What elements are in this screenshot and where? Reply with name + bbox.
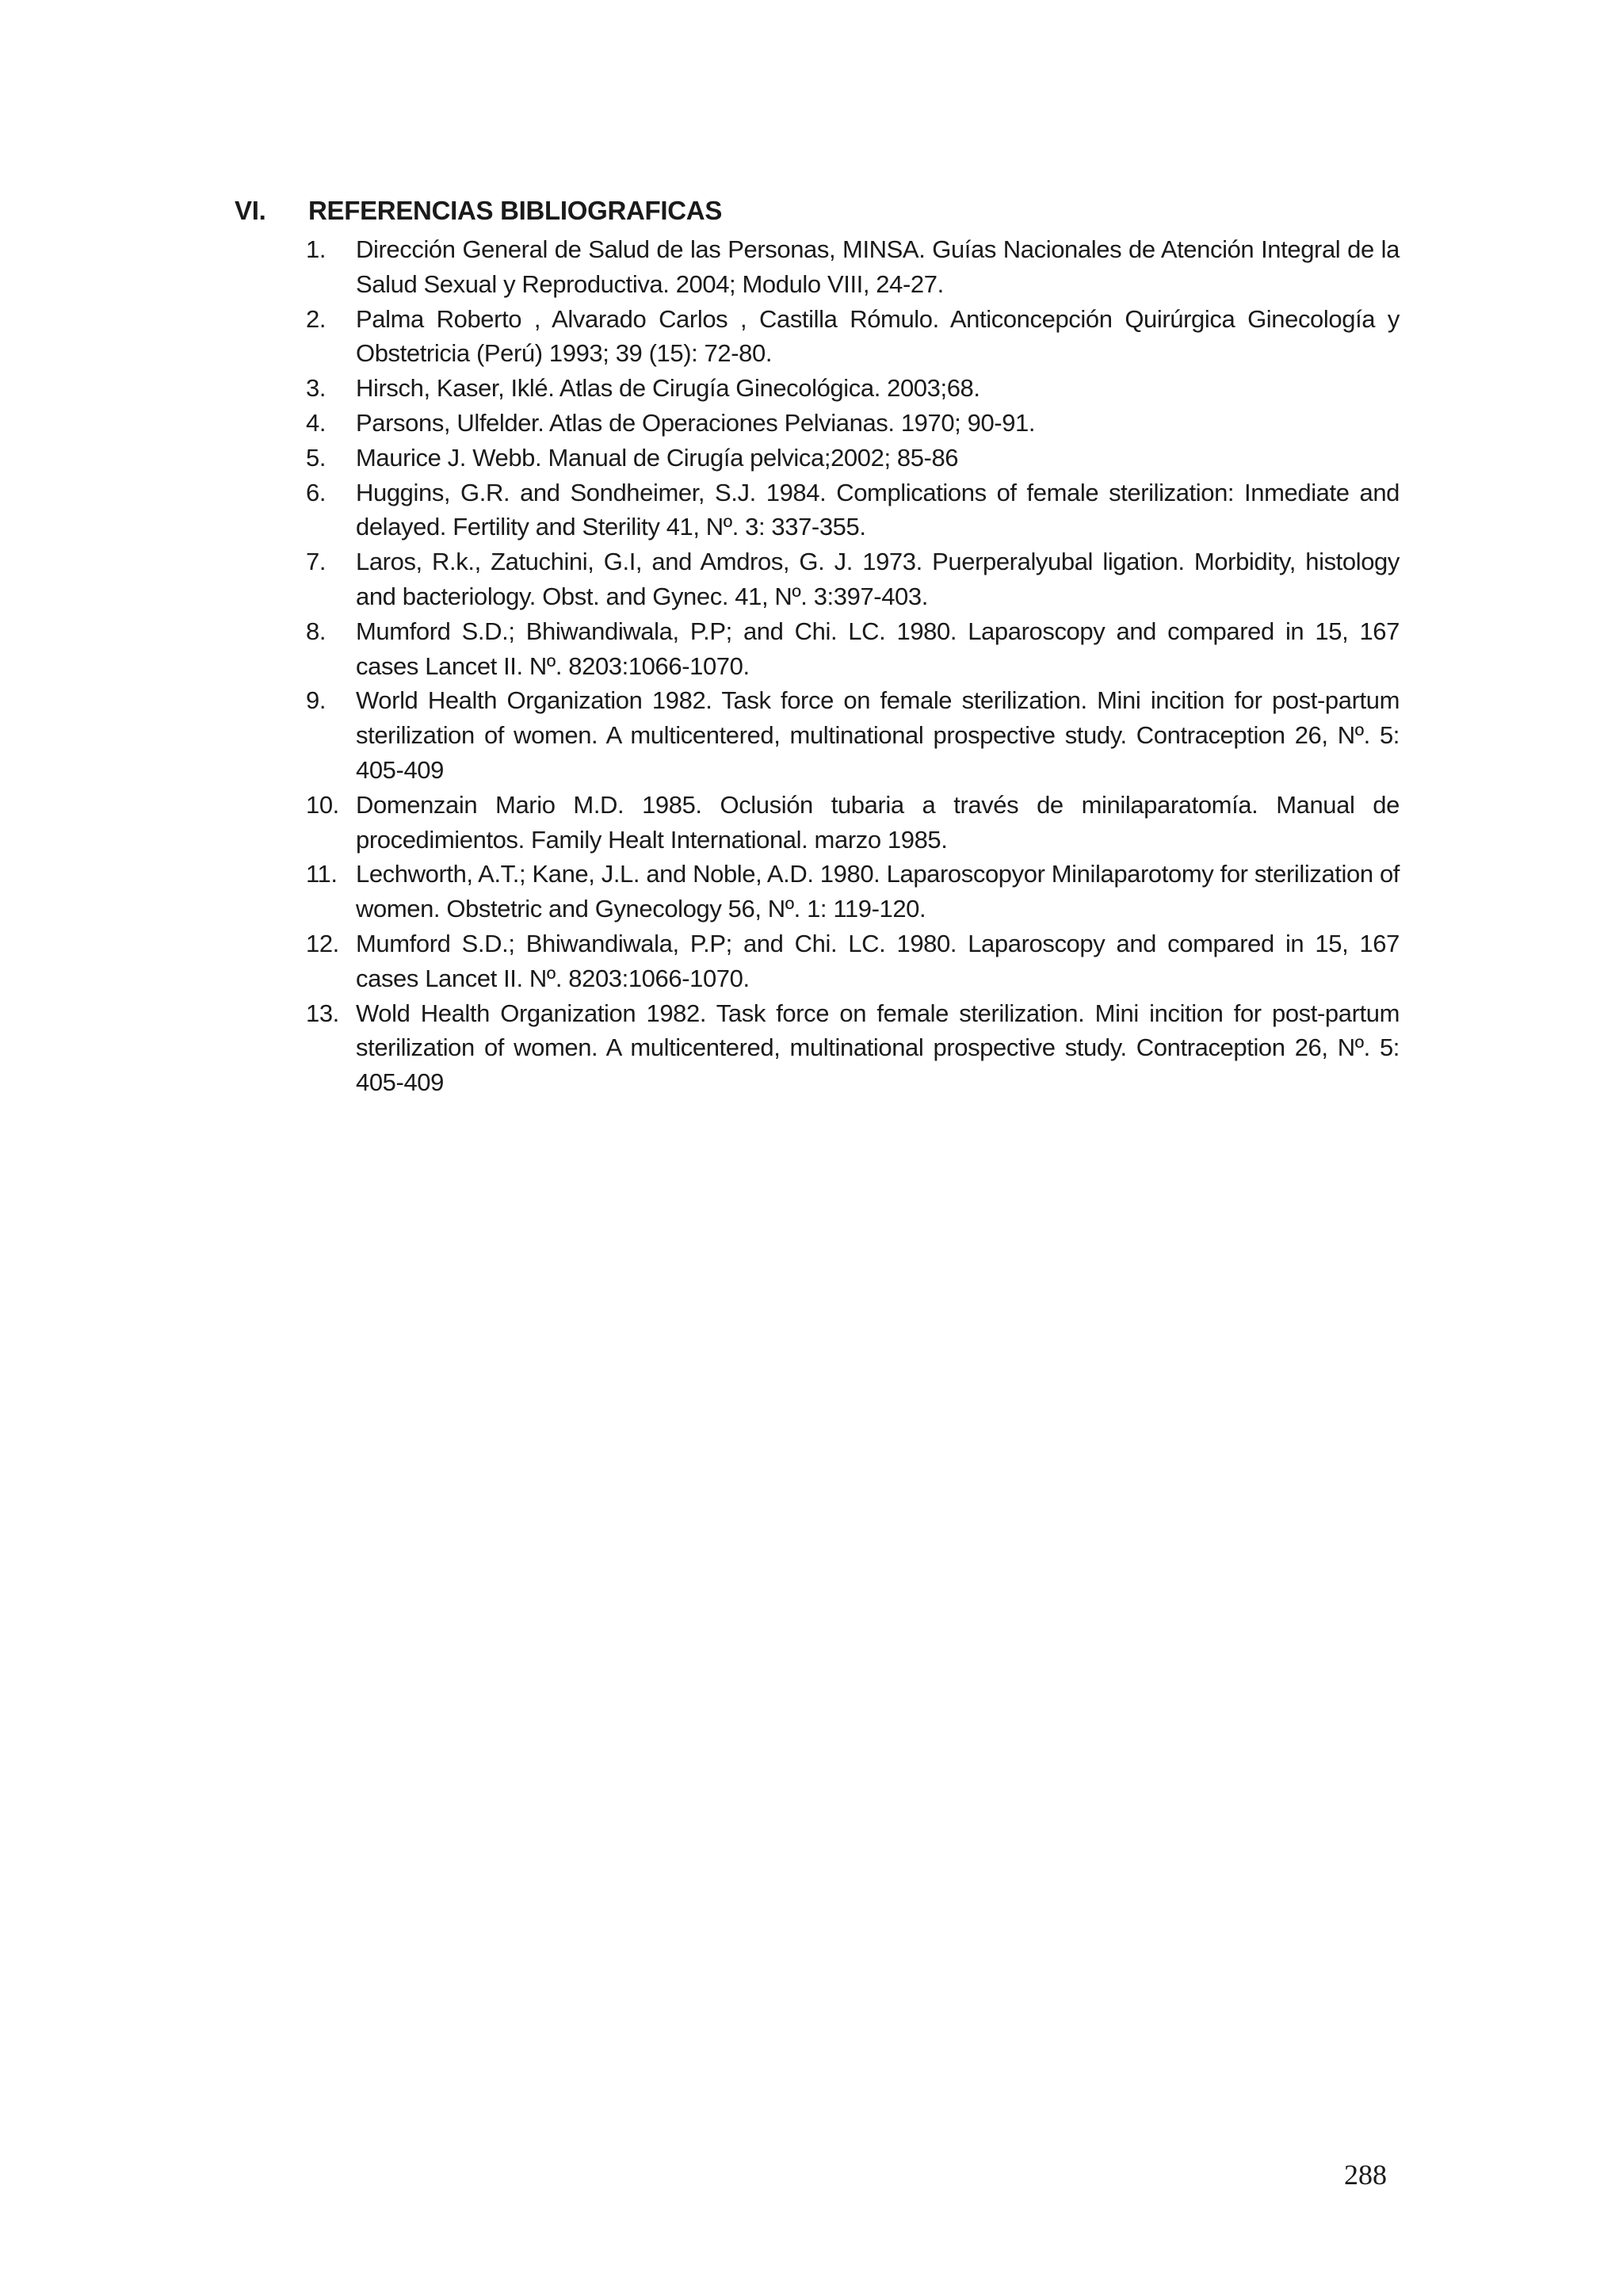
reference-item-6 — [306, 476, 1400, 545]
section-number: VI. — [235, 196, 266, 225]
reference-item-2 — [306, 302, 1400, 372]
reference-text: Lechworth, A.T.; Kane, J.L. and Noble, A.D. 1980. Laparoscopyor Minilaparotomy for sterilization of women. Obstetric and Gynecology 56, Nº. 1: 119-120. — [356, 860, 1400, 923]
reference-item-7 — [306, 544, 1400, 614]
reference-text: Domenzain Mario M.D. 1985. Oclusión tubaria a través de minilaparatomía. Manual de procedimientos. Family Healt International. marzo 1985. — [356, 790, 1400, 854]
reference-number: 13. — [306, 999, 339, 1027]
page-number: 288 — [1344, 2159, 1387, 2191]
reference-item-3 — [306, 371, 1400, 406]
reference-item-1 — [306, 232, 1400, 302]
reference-text: Laros, R.k., Zatuchini, G.I, and Amdros, G. J. 1973. Puerperalyubal ligation. Morbidity, histology and bacteriology. Obst. and Gynec. 41, Nº. 3:397-403. — [356, 548, 1400, 610]
reference-item-9 — [306, 683, 1400, 787]
reference-number: 1. — [306, 235, 327, 263]
reference-text: Maurice J. Webb. Manual de Cirugía pelvica;2002; 85-86 — [356, 443, 959, 472]
reference-text: Hirsch, Kaser, Iklé. Atlas de Cirugía Ginecológica. 2003;68. — [356, 374, 980, 403]
reference-number: 12. — [306, 929, 339, 957]
reference-item-4 — [306, 406, 1400, 441]
reference-number: 3. — [306, 374, 327, 403]
reference-number: 7. — [306, 548, 327, 576]
reference-text: Parsons, Ulfelder. Atlas de Operaciones Pelvianas. 1970; 90-91. — [356, 408, 1036, 437]
reference-number: 6. — [306, 478, 327, 506]
reference-text: Mumford S.D.; Bhiwandiwala, P.P; and Chi. LC. 1980. Laparoscopy and compared in 15, 167 cases Lancet II. Nº. 8203:1066-1070. — [356, 617, 1400, 680]
reference-text: Palma Roberto , Alvarado Carlos , Castilla Rómulo. Anticoncepción Quirúrgica Ginecología y Obstetricia (Perú) 1993; 39 (15): 72-80. — [356, 304, 1400, 368]
reference-number: 8. — [306, 617, 327, 645]
section-title: REFERENCIAS BIBLIOGRAFICAS — [308, 196, 723, 225]
reference-number: 11. — [306, 860, 338, 888]
reference-number: 4. — [306, 408, 327, 437]
reference-number: 2. — [306, 304, 327, 333]
reference-text: Dirección General de Salud de las Personas, MINSA. Guías Nacionales de Atención Integral de la Salud Sexual y Reproductiva. 2004; Modulo VIII, 24-27. — [356, 235, 1400, 298]
reference-list — [306, 232, 1400, 1100]
reference-item-11 — [306, 857, 1400, 926]
reference-text: Mumford S.D.; Bhiwandiwala, P.P; and Chi. LC. 1980. Laparoscopy and compared in 15, 167 cases Lancet II. Nº. 8203:1066-1070. — [356, 929, 1400, 992]
reference-item-8 — [306, 614, 1400, 684]
reference-number: 5. — [306, 443, 327, 472]
reference-item-10 — [306, 788, 1400, 858]
reference-number: 9. — [306, 686, 327, 715]
section-heading — [235, 193, 1407, 228]
reference-item-5 — [306, 441, 1400, 476]
reference-text: World Health Organization 1982. Task force on female sterilization. Mini incition for post-partum sterilization of women. A multicentered, multinational prospective study. Contraception 26, Nº. 5: 405-409 — [356, 686, 1400, 784]
reference-item-13 — [306, 996, 1400, 1100]
reference-text: Wold Health Organization 1982. Task force on female sterilization. Mini incition for post-partum sterilization of women. A multicentered, multinational prospective study. Contraception 26, Nº. 5: 405-409 — [356, 999, 1400, 1097]
reference-number: 10. — [306, 790, 339, 819]
reference-text: Huggins, G.R. and Sondheimer, S.J. 1984. Complications of female sterilization: Inmediate and delayed. Fertility and Sterility 41, Nº. 3: 337-355. — [356, 478, 1400, 541]
reference-item-12 — [306, 926, 1400, 996]
